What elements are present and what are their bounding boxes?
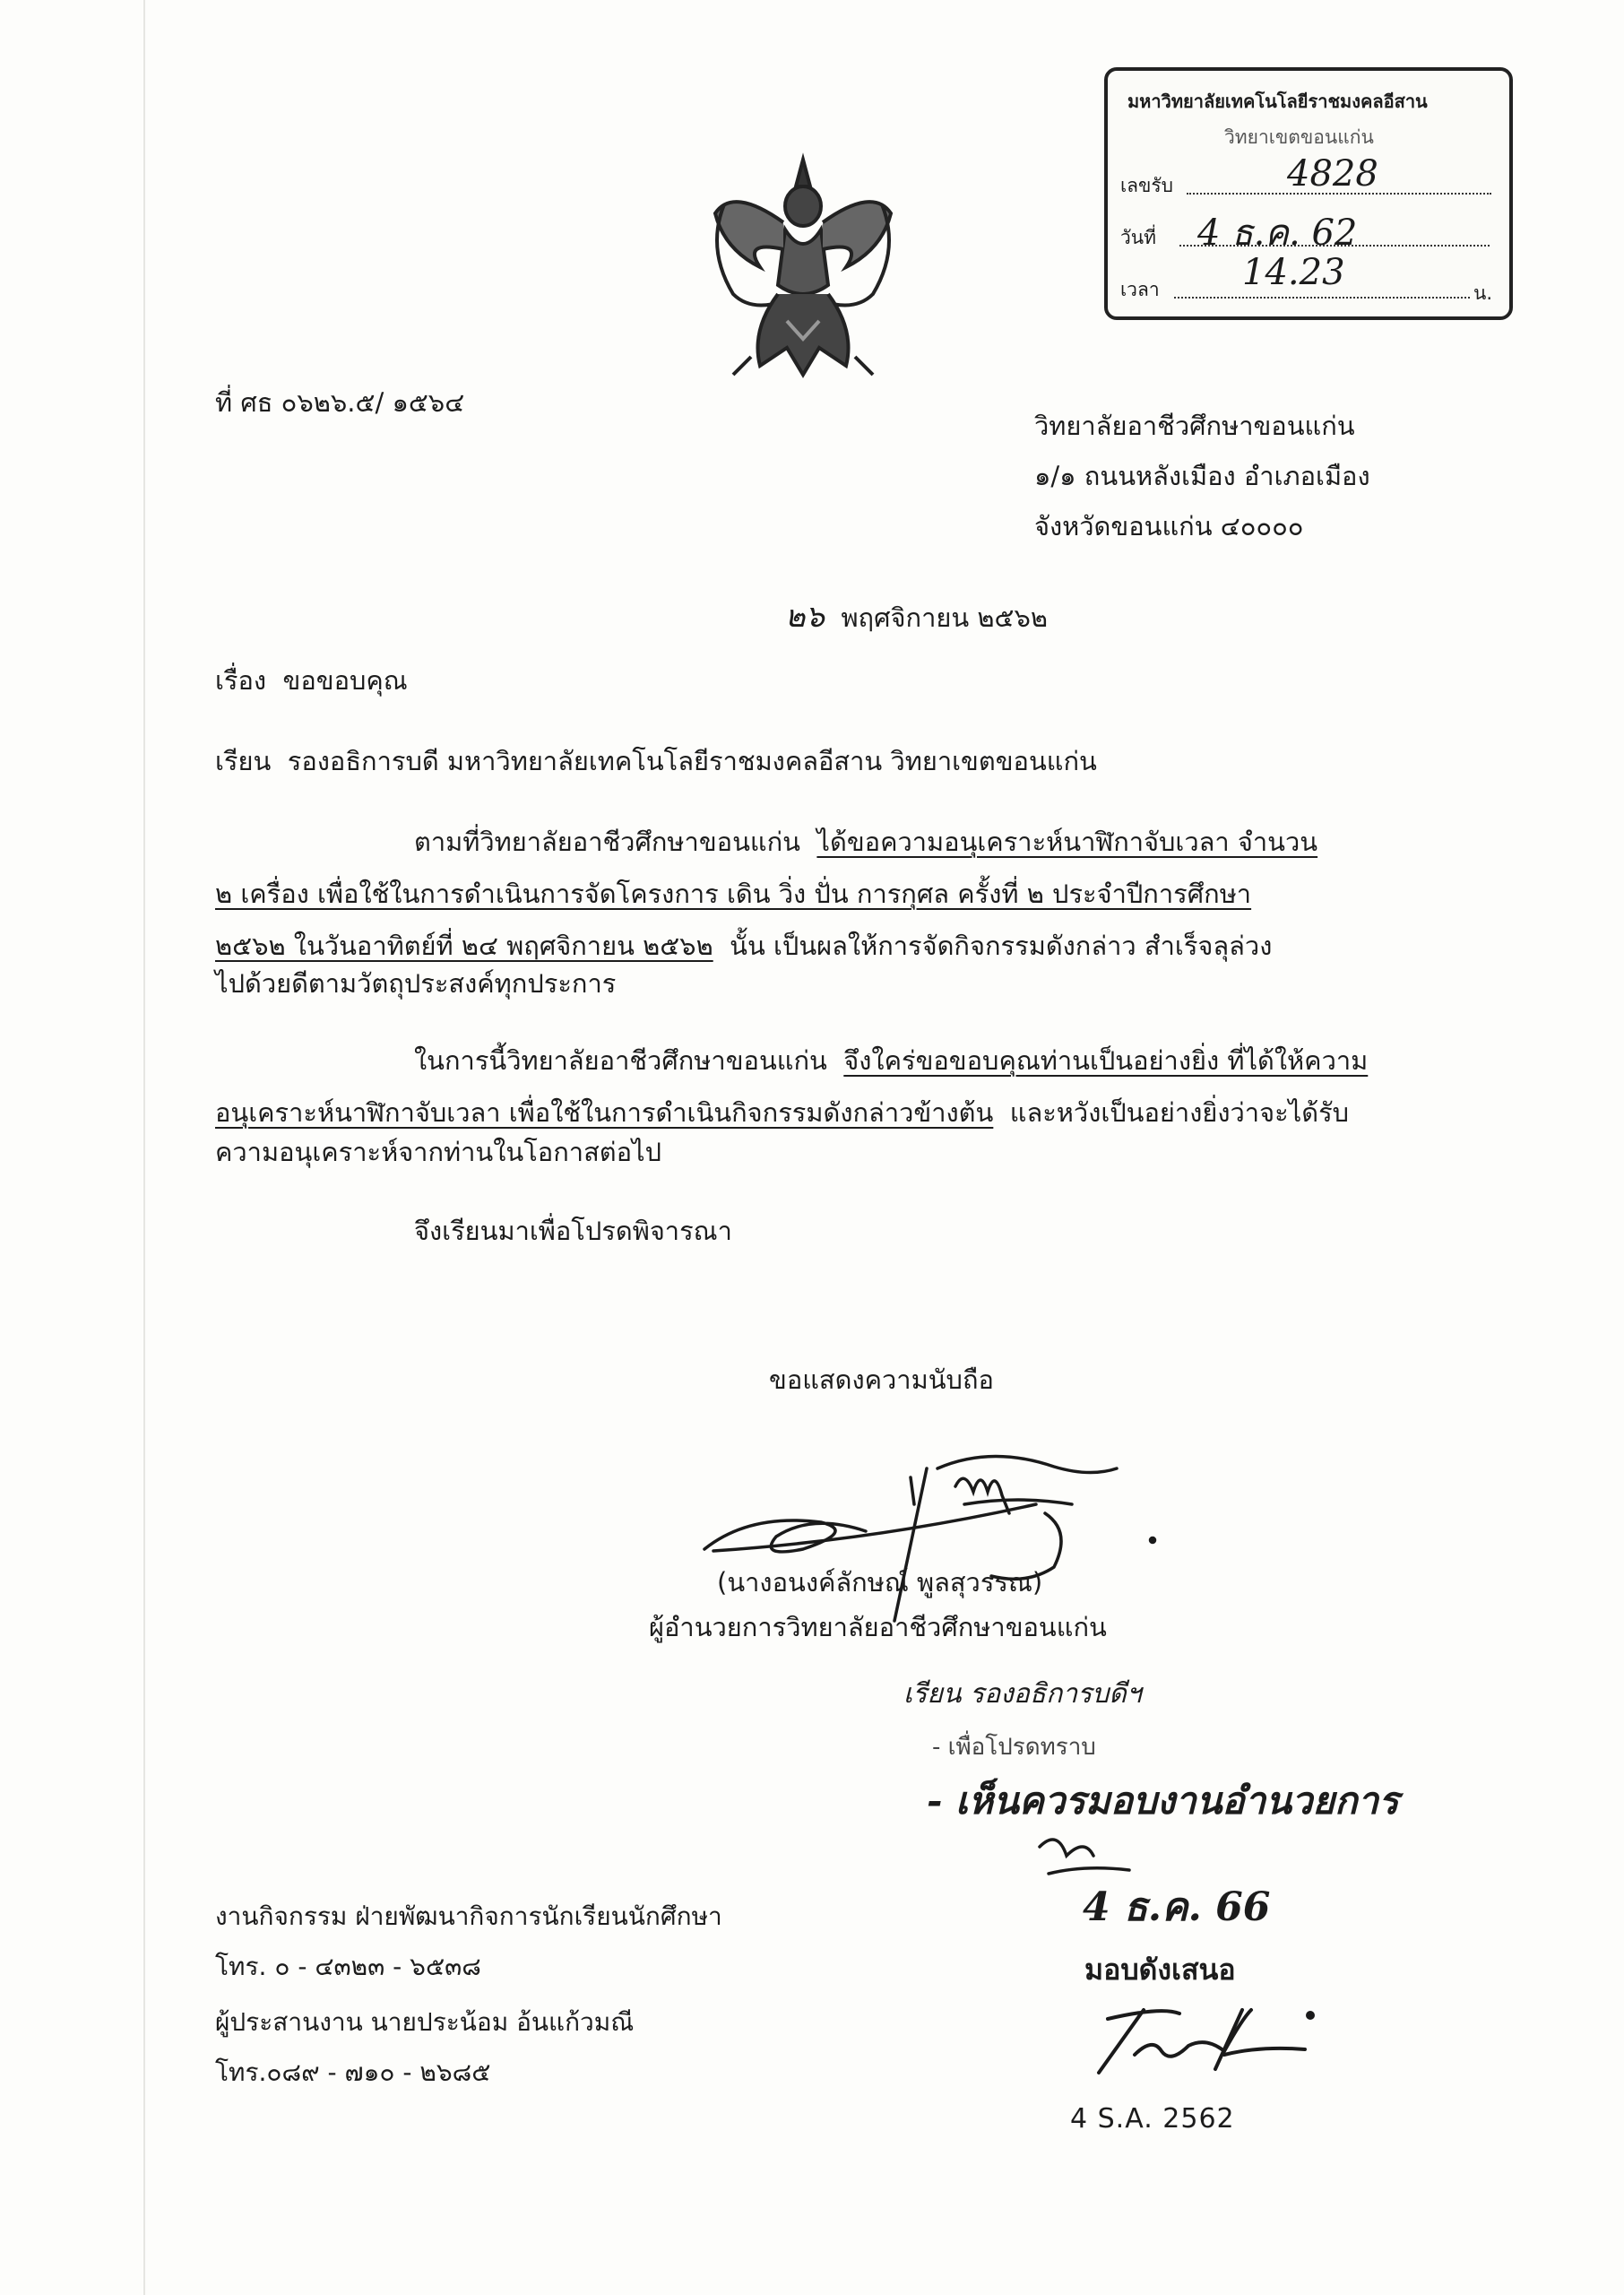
subject-label: เรื่อง <box>215 665 267 696</box>
letter-date <box>785 599 1048 636</box>
subject-line <box>215 665 408 697</box>
signer-title: ผู้อำนวยการวิทยาลัยอาชีวศึกษาขอนแก่น <box>649 1612 1107 1642</box>
stamp-time-value: 14.23 <box>1242 252 1345 293</box>
letter-date-month-year: พฤศจิกายน ๒๕๖๒ <box>841 602 1048 633</box>
garuda-emblem-icon <box>697 151 909 385</box>
para2-line-3: ความอนุเคราะห์จากท่านในโอกาสต่อไป <box>215 1137 662 1167</box>
signature-icon <box>695 1451 1162 1630</box>
sender-address-line-2: ๑/๑ ถนนหลังเมือง อำเภอเมือง <box>1034 461 1370 491</box>
footer-department: งานกิจกรรม ฝ่ายพัฒนากิจการนักเรียนนักศึกษา <box>215 1901 722 1931</box>
footer-coordinator: ผู้ประสานงาน นายประน้อม อ้นแก้วมณี <box>215 2007 635 2037</box>
para1-l1-underlined: ได้ขอความอนุเคราะห์นาฬิกาจับเวลา จำนวน <box>816 827 1318 857</box>
para1-line-3 <box>215 925 1272 966</box>
salutation-label: เรียน <box>215 746 272 776</box>
sender-address-line-1: วิทยาลัยอาชีวศึกษาขอนแก่น <box>1034 411 1355 441</box>
annotation-final-date: 4 S.A. 2562 <box>1070 2103 1235 2135</box>
receiving-stamp <box>1104 67 1513 320</box>
para1-l1-text: ตามที่วิทยาลัยอาชีวศึกษาขอนแก่น <box>414 827 800 857</box>
signer-name: (นางอนงค์ลักษณ์ พูลสุวรรณ) <box>717 1567 1043 1598</box>
annotation-for-info: - เพื่อโปรดทราบ <box>932 1734 1096 1761</box>
para2-l1-underlined: จึงใคร่ขอขอบคุณท่านเป็นอย่างยิ่ง ที่ได้ให้ความ <box>843 1045 1369 1076</box>
footer-phone: โทร. ๐ - ๔๓๒๓ - ๖๕๓๘ <box>215 1952 481 1981</box>
para1-line-2: ๒ เครื่อง เพื่อใช้ในการดำเนินการจัดโครงการ เดิน วิ่ง ปั่น การกุศล ครั้งที่ ๒ ประจำปีการศึกษา <box>215 879 1252 909</box>
subject-text: ขอขอบคุณ <box>282 665 408 696</box>
para1-l3-underlined: ๒๕๖๒ ในวันอาทิตย์ที่ ๒๔ พฤศจิกายน ๒๕๖๒ <box>215 931 713 961</box>
closing-salutation: ขอแสดงความนับถือ <box>769 1364 994 1395</box>
stamp-org: มหาวิทยาลัยเทคโนโลยีราชมงคลอีสาน <box>1127 91 1428 112</box>
stamp-date-label: วันที่ <box>1120 227 1156 248</box>
stamp-date-value: 4 ธ.ค. 62 <box>1197 212 1358 254</box>
para1-line-4: ไปด้วยดีตามวัตถุประสงค์ทุกประการ <box>215 968 617 999</box>
stamp-time-dots <box>1174 297 1470 299</box>
sender-address-line-3: จังหวัดขอนแก่น ๔๐๐๐๐ <box>1034 511 1304 541</box>
letter-date-day: ๒๖ <box>785 599 825 635</box>
stamp-campus: วิทยาเขตขอนแก่น <box>1224 126 1374 148</box>
stamp-receipt-number: 4828 <box>1287 153 1378 195</box>
para1-l3-text: นั้น เป็นผลให้การจัดกิจกรรมดังกล่าว สำเร็จลุล่วง <box>730 931 1273 961</box>
para2-line-2 <box>215 1092 1349 1133</box>
closing-request: จึงเรียนมาเพื่อโปรดพิจารณา <box>414 1216 732 1246</box>
initials-signature-icon <box>1031 1829 1138 1883</box>
salutation-text: รองอธิการบดี มหาวิทยาลัยเทคโนโลยีราชมงคลอีสาน วิทยาเขตขอนแก่น <box>287 746 1097 776</box>
para2-l2-text: และหวังเป็นอย่างยิ่งว่าจะได้รับ <box>1009 1097 1350 1128</box>
stamp-time-label: เวลา <box>1120 279 1160 300</box>
letter-reference: ที่ ศธ ๐๖๒๖.๕/ ๑๕๖๔ <box>215 387 465 418</box>
para2-l1-text: ในการนี้วิทยาลัยอาชีวศึกษาขอนแก่น <box>414 1045 827 1076</box>
stamp-time-unit: น. <box>1473 282 1493 304</box>
annotation-to: เรียน รองอธิการบดีฯ <box>903 1678 1142 1710</box>
para1-line-1 <box>414 821 1317 862</box>
approver-signature-icon <box>1081 2001 1332 2082</box>
stamp-receipt-label: เลขรับ <box>1120 175 1174 196</box>
annotation-hand-date: 4 ธ.ค. 66 <box>1083 1884 1271 1930</box>
annotation-handwritten-note: - เห็นควรมอบงานอำนวยการ <box>927 1779 1399 1823</box>
footer-mobile: โทร.๐๘๙ - ๗๑๐ - ๒๖๘๕ <box>215 2057 491 2087</box>
salutation-line <box>215 746 1097 777</box>
scan-margin-line <box>143 0 145 2295</box>
para2-l2-underlined: อนุเคราะห์นาฬิกาจับเวลา เพื่อใช้ในการดำเนินกิจกรรมดังกล่าวข้างต้น <box>215 1097 994 1128</box>
annotation-assign: มอบดังเสนอ <box>1084 1953 1236 1987</box>
para2-line-1 <box>414 1040 1368 1081</box>
